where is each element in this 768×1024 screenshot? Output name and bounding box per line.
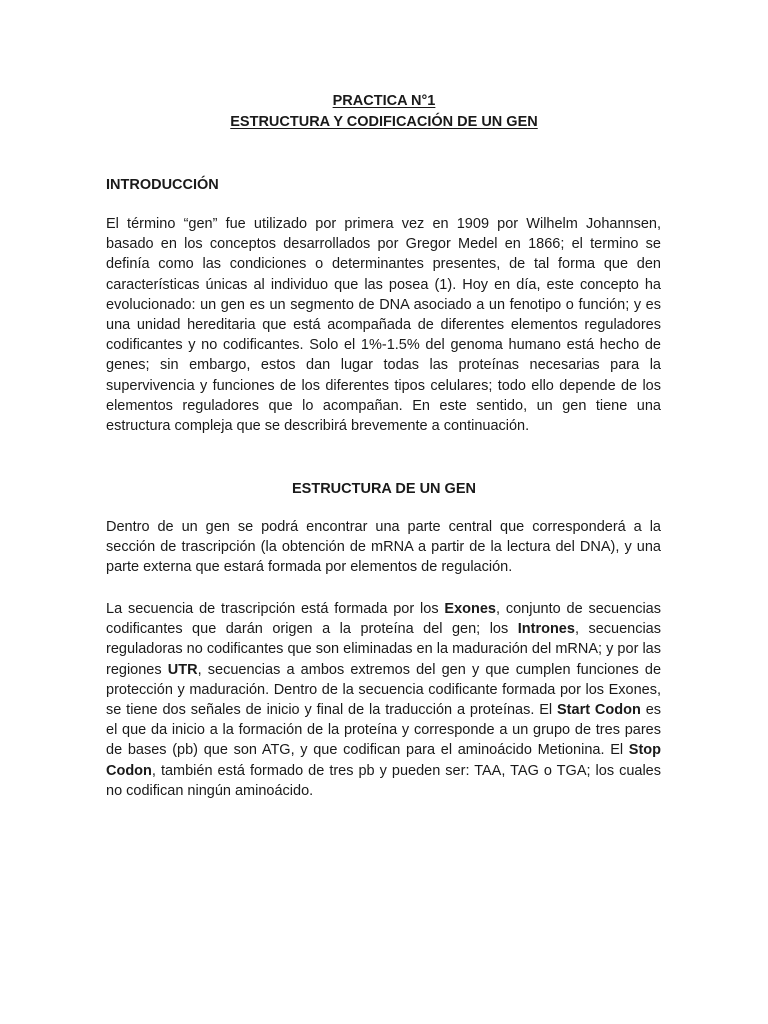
- term-utr: UTR: [167, 661, 198, 678]
- term-exones: Exones: [444, 601, 496, 617]
- para2-text-4: , secuencias a ambos extremos del gen y que cumplen funciones de protección y maduración. Dentro de la secuencia codificante formada por los Exones, se tiene dos señales de inicio y final de la traducción a proteínas. El: [106, 661, 662, 719]
- para2-text-6: , también está formado de tres pb y pueden ser: TAA, TAG o TGA; los cuales no codifican ningún aminoácido.: [106, 762, 661, 799]
- para2-text-5: es el que da inicio a la formación de la proteína y corresponde a un grupo de tres pares de bases (pb) que son ATG, y que codifican para el aminoácido Metionina. El: [106, 702, 662, 759]
- intro-heading: INTRODUCCIÓN: [106, 177, 219, 193]
- para2-text-2: , conjunto de secuencias codificantes que darán origen a la proteína del gen; los: [106, 601, 662, 638]
- term-stop-codon: Stop Codon: [106, 742, 661, 779]
- term-intrones: Intrones: [517, 621, 575, 638]
- structure-heading: ESTRUCTURA DE UN GEN: [292, 481, 476, 497]
- term-start-codon: Start Codon: [557, 702, 641, 719]
- intro-paragraph: El término “gen” fue utilizado por primera vez en 1909 por Wilhelm Johannsen, basado en los conceptos desarrollados por Gregor Medel en 1866; el termino se definía como las condiciones o determinantes presentes, de tal forma que den características únicas al individuo que las posea (1). Hoy en día, este concepto ha evolucionado: un gen es un segmento de DNA asociado a un fenotipo o función; y es una unidad hereditaria que está acompañada de diferentes elementos reguladores codificantes y no codificantes. Solo el 1%-1.5% del genoma humano está hecho de genes; sin embargo, estos dan lugar todas las proteínas necesarias para la supervivencia y funciones de los diferentes tipos celulares; todo ello depende de los elementos reguladores que lo acompañan. En este sentido, un gen tiene una estructura compleja que se describirá brevemente a continuación.: [106, 216, 661, 435]
- structure-paragraph-2: [106, 599, 661, 801]
- structure-paragraph-1: Dentro de un gen se podrá encontrar una parte central que corresponderá a la sección de trascripción (la obtención de mRNA a partir de la lectura del DNA), y una parte externa que estará formada por elementos de regulación.: [106, 519, 661, 576]
- title-line-1: PRACTICA N°1: [332, 93, 436, 109]
- para2-text-1: La secuencia de trascripción está formada por los: [106, 601, 445, 617]
- title-line-2: ESTRUCTURA Y CODIFICACIÓN DE UN GEN: [230, 114, 538, 130]
- document-title: [0, 91, 768, 133]
- para2-text-3: , secuencias reguladoras no codificantes que son eliminadas en la maduración del mRNA; y por las regiones: [106, 621, 661, 678]
